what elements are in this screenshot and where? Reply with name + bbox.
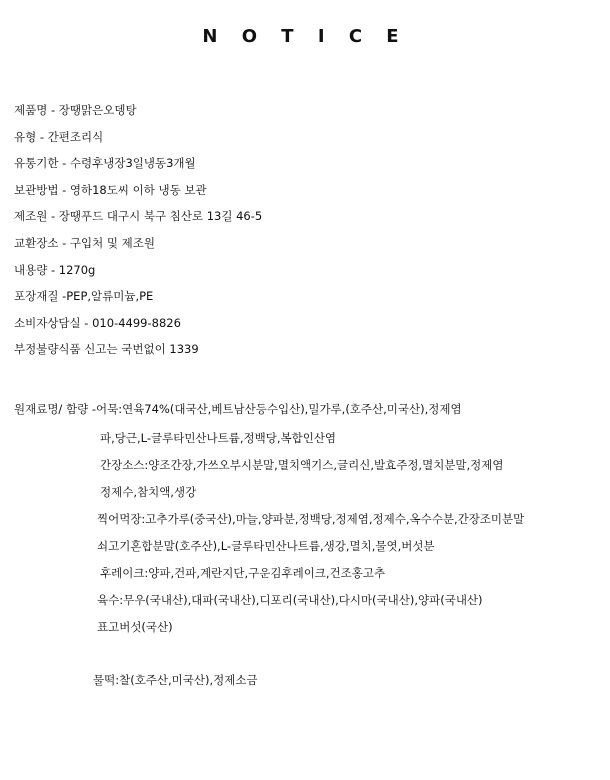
- fraud-report: 부정불량식품 신고는 국번없이 1339: [14, 342, 199, 357]
- exchange-place: 교환장소 - 구입처 및 제조원: [14, 235, 155, 250]
- dipping-sauce-line: 찍어먹장:고추가루(중국산),마늘,양파분,정백당,정제염,정제수,옥수수분,간장조미분말: [97, 512, 525, 526]
- customer-service: 소비자상담실 - 010-4499-8826: [14, 315, 181, 330]
- soy-sauce-line-2: 정제수,참치액,생강: [100, 485, 197, 499]
- packaging-material: 포장재질 -PEP,알류미늄,PE: [14, 289, 154, 304]
- broth-line: 육수:무우(국내산),대파(국내산),디포리(국내산),다시마(국내산),양파(국내산): [97, 593, 483, 607]
- storage-method: 보관방법 - 영하18도씨 이하 냉동 보관: [14, 182, 207, 197]
- product-name: 제품명 - 장땡맑은오뎅탕: [14, 103, 137, 117]
- expiration-info: 유통기한 - 수령후냉장3일냉동3개월: [14, 156, 196, 171]
- product-info-list: [14, 97, 262, 363]
- net-weight: 내용량 - 1270g: [14, 262, 96, 277]
- flakes-line: 후레이크:양파,건파,계란지단,구운김후레이크,건조홍고추: [100, 566, 386, 580]
- mushroom-line: 표고버섯(국산): [97, 620, 173, 634]
- product-type: 유형 - 간편조리식: [14, 129, 104, 144]
- beef-powder-line: 쇠고기혼합분말(호주산),L-글루타민산나트륨,생강,멸치,물엿,버섯분: [97, 539, 435, 553]
- notice-title: N O T I C E: [202, 26, 408, 47]
- manufacturer: 제조원 - 장땡푸드 대구시 북구 침산로 13길 46-5: [14, 209, 263, 224]
- rice-cake-line: 물떡:찰(호주산,미국산),정제소금: [93, 673, 258, 687]
- soy-sauce-line-1: 간장소스:양조간장,가쓰오부시분말,멸치액기스,글리신,발효주정,멸치분말,정제염: [100, 458, 504, 472]
- ingredients-heading-line: 원재료명/ 함량 -어묵:연육74%(대국산,베트남산등수입산),밀가루,(호주산,미국산),정제염: [14, 402, 462, 416]
- fishcake-continued: 파,당근,L-글루타민산나트륨,정백당,복합인산염: [100, 431, 337, 445]
